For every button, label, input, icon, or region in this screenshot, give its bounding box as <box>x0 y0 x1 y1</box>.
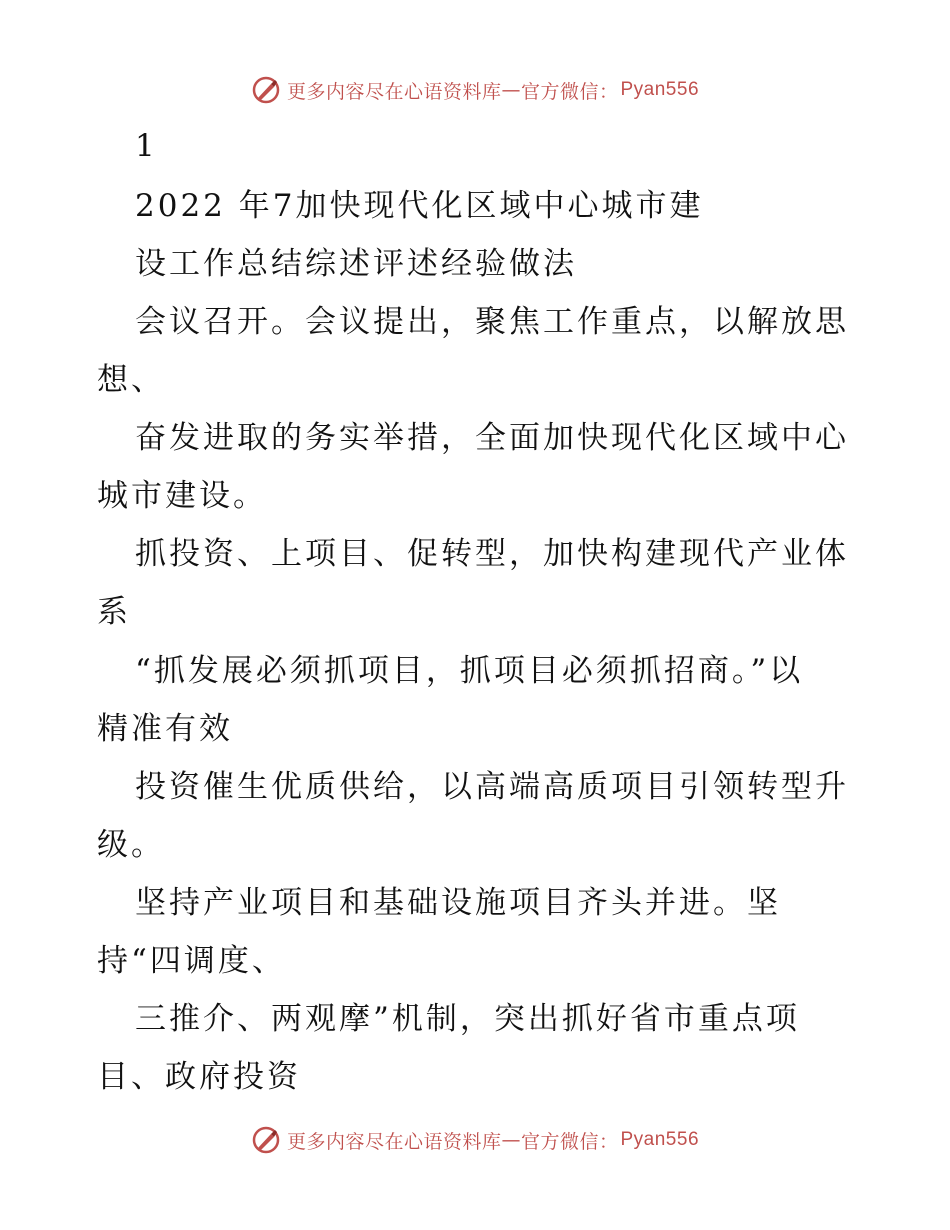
watermark-wechat-id: Pyan556 <box>620 1129 700 1150</box>
paragraph-line: 持“四调度、 <box>97 943 286 979</box>
doc-title-line-2: 设工作总结综述评述经验做法 <box>135 246 577 282</box>
pen-logo-icon <box>251 1125 281 1155</box>
paragraph-line: 投资催生优质供给，以高端高质项目引领转型升 <box>135 769 849 805</box>
paragraph-line: “抓发展必须抓项目，抓项目必须抓招商。”以 <box>135 653 804 689</box>
watermark-wechat-label: 官方微信： <box>520 1130 619 1153</box>
paragraph-line: 目、政府投资 <box>97 1059 301 1095</box>
watermark-separator: — <box>501 1129 521 1151</box>
watermark-wechat-label: 官方微信： <box>520 80 619 103</box>
paragraph-line: 精准有效 <box>97 711 233 747</box>
doc-title-line-1: 2022 年7加快现代化区域中心城市建 <box>135 188 704 224</box>
paragraph-line: 三推介、两观摩”机制，突出抓好省市重点项 <box>135 1001 800 1037</box>
paragraph-line: 奋发进取的务实举措，全面加快现代化区域中心 <box>135 420 849 456</box>
watermark-wechat-id: Pyan556 <box>620 79 700 100</box>
paragraph-line: 系 <box>97 594 131 630</box>
header-watermark <box>0 70 950 110</box>
paragraph-line: 城市建设。 <box>97 478 267 514</box>
watermark-site-text: 更多内容尽在心语资料库 <box>286 80 502 103</box>
paragraph-line: 想、 <box>97 362 165 398</box>
paragraph-line: 坚持产业项目和基础设施项目齐头并进。坚 <box>135 885 781 921</box>
footer-watermark <box>0 1120 950 1160</box>
paragraph-line: 级。 <box>97 827 165 863</box>
watermark-site-text: 更多内容尽在心语资料库 <box>286 1130 502 1153</box>
paragraph-line: 抓投资、上项目、促转型，加快构建现代产业体 <box>135 536 849 572</box>
page-number: 1 <box>135 128 158 164</box>
paragraph-line: 会议召开。会议提出，聚焦工作重点，以解放思 <box>135 304 849 340</box>
pen-logo-icon <box>251 75 281 105</box>
watermark-separator: — <box>501 79 521 101</box>
